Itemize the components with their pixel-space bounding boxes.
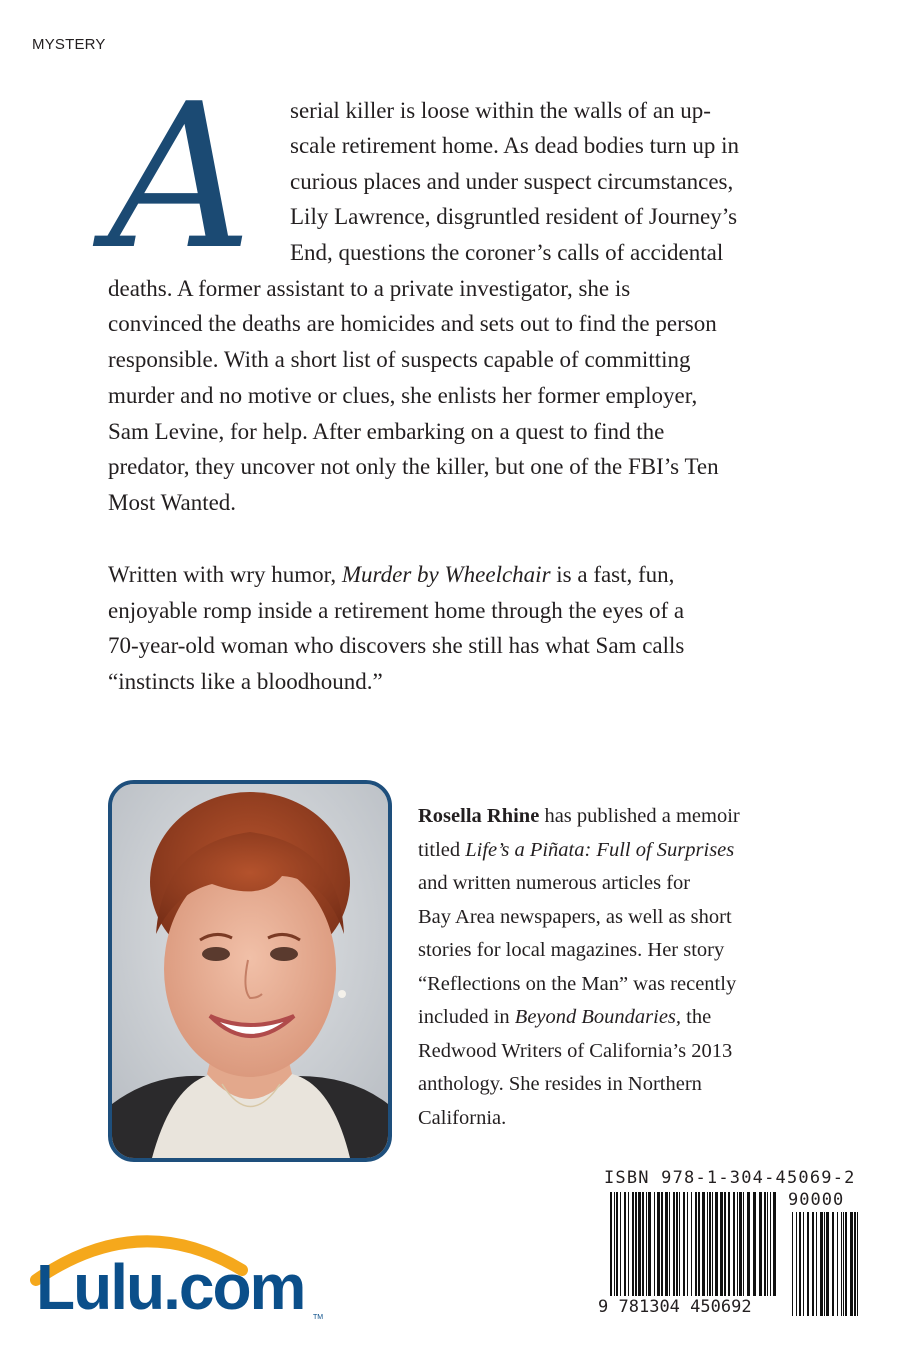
book-title: Murder by Wheelchair (341, 562, 551, 587)
review-line: 70-year-old woman who discovers she still has what Sam calls (108, 633, 685, 659)
bio-line (418, 834, 818, 868)
bio-line: “Reflections on the Man” was recently (418, 972, 737, 995)
anthology-title: Beyond Boundaries, (514, 1006, 682, 1028)
bio-line (418, 800, 818, 834)
review-paragraph (108, 557, 808, 700)
author-photo (108, 780, 392, 1162)
synopsis-line: Lily Lawrence, disgruntled resident of Journey’s (290, 204, 738, 229)
synopsis-line: Sam Levine, for help. After embarking on a quest to find the (108, 419, 665, 444)
drop-cap: A (108, 61, 253, 294)
synopsis-line: murder and no motive or clues, she enlists her former employer, (108, 383, 698, 408)
author-portrait-image (112, 784, 388, 1158)
genre-label: MYSTERY (32, 36, 106, 53)
review-line: “instincts like a bloodhound.” (108, 669, 383, 695)
text: Written with wry humor, (108, 562, 342, 587)
barcode-lead-digit: 9 (598, 1297, 609, 1317)
bio-line: Redwood Writers of California’s 2013 (418, 1039, 733, 1062)
synopsis-line: End, questions the coroner’s calls of accidental (290, 240, 724, 265)
text: has published a memoir (539, 805, 740, 827)
memoir-title: Life’s a Piñata: Full of Surprises (465, 838, 735, 861)
author-bio (418, 800, 818, 1135)
trademark-mark: TM (313, 1314, 324, 1321)
author-name: Rosella Rhine (418, 805, 540, 827)
isbn-label: ISBN 978-1-304-45069-2 (604, 1168, 856, 1188)
barcode-main-digits: 781304 450692 (618, 1297, 752, 1317)
bio-line: California. (418, 1106, 507, 1129)
synopsis-line: Most Wanted. (108, 490, 237, 515)
bio-line: anthology. She resides in Northern (418, 1073, 702, 1095)
review-line: enjoyable romp inside a retirement home through the eyes of a (108, 597, 685, 623)
barcode-addon-digits: 90000 (788, 1190, 845, 1210)
review-line (108, 557, 808, 593)
synopsis-line: deaths. A former assistant to a private investigator, she is (108, 276, 631, 301)
text: the (681, 1006, 712, 1028)
synopsis-line: serial killer is loose within the walls of an up- (290, 98, 711, 123)
synopsis-line: scale retirement home. As dead bodies turn up in (290, 133, 740, 158)
synopsis-line: curious places and under suspect circumstances, (290, 169, 734, 194)
bio-line: stories for local magazines. Her story (418, 939, 725, 961)
synopsis-line: convinced the deaths are homicides and sets out to find the person (108, 311, 717, 336)
bio-line: and written numerous articles for (418, 872, 691, 894)
bio-line: Bay Area newspapers, as well as short (418, 905, 732, 928)
bio-line (418, 1001, 818, 1035)
text: titled (418, 838, 466, 861)
text: included in (418, 1006, 515, 1028)
publisher-logo[interactable]: Lulu.com (36, 1251, 305, 1323)
text: is a fast, fun, (550, 562, 675, 587)
barcode-digits (598, 1297, 752, 1317)
synopsis-line: predator, they uncover not only the killer, but one of the FBI’s Ten (108, 454, 719, 479)
synopsis-line: responsible. With a short list of suspects capable of committing (108, 347, 691, 372)
